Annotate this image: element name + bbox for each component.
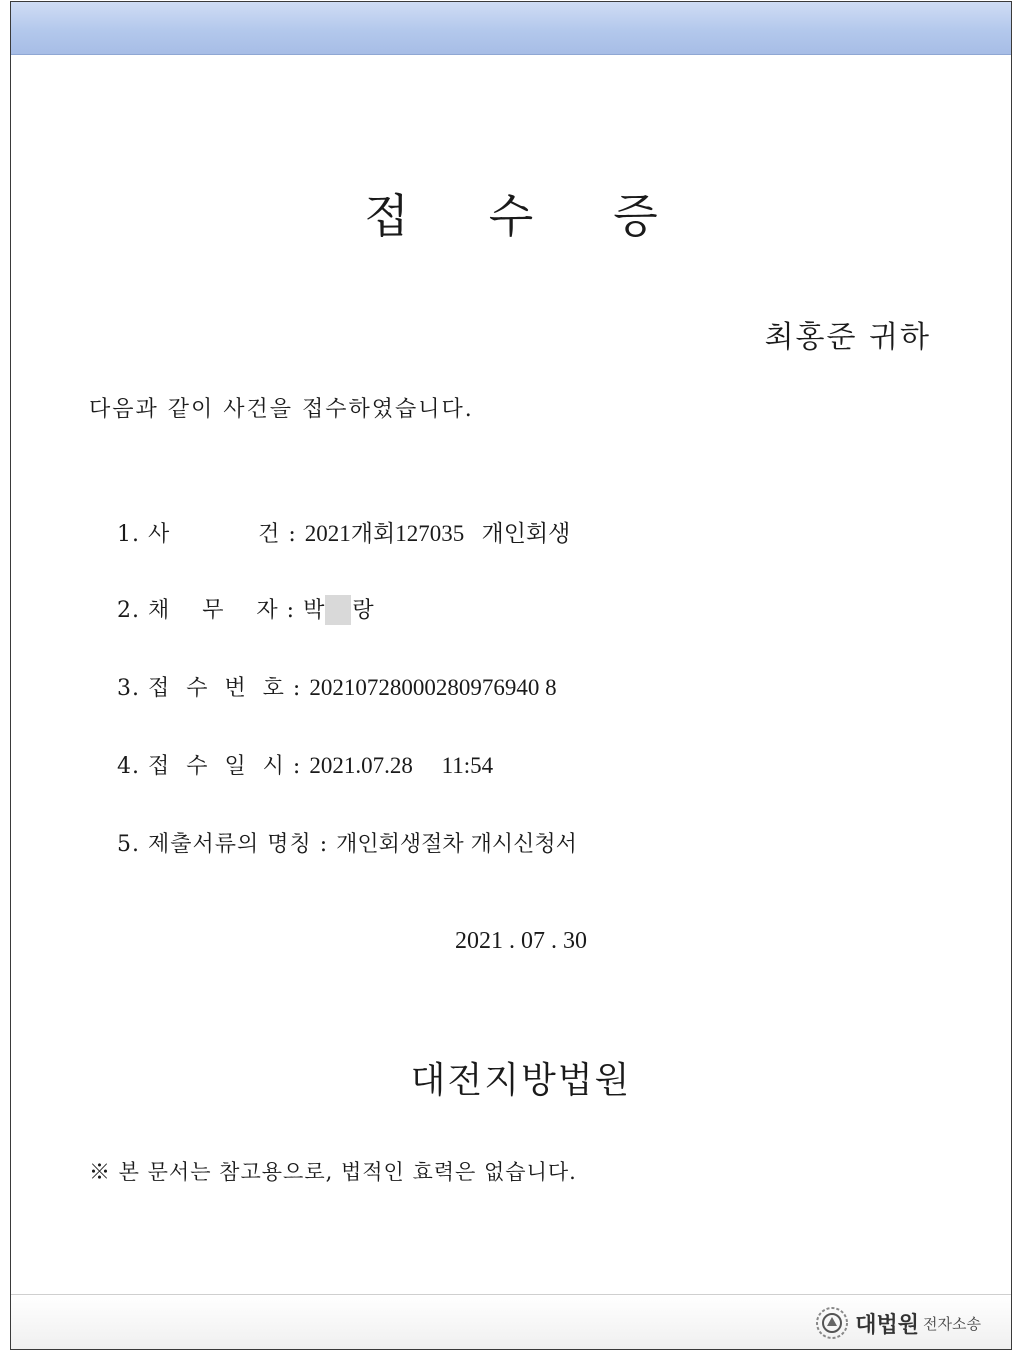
field-receipt-datetime (89, 724, 493, 805)
logo-main-text: 대법원 (855, 1312, 920, 1338)
field-label: 4. 접 수 일 시 : (116, 754, 310, 779)
reference-notice: ※ 본 문서는 참고용으로, 법적인 효력은 없습니다. (89, 1160, 577, 1184)
field-label: 5. 제출서류의 명칭 : (116, 832, 337, 857)
document-frame (10, 1, 1012, 1350)
court-emblem-icon (815, 1306, 849, 1340)
title-char-2: 수 (488, 189, 534, 243)
field-case (89, 490, 570, 573)
field-value: 20210728000280976940 8 (309, 675, 557, 700)
court-name: 대전지방법원 (410, 1060, 632, 1101)
issue-date: 2021 . 07 . 30 (455, 928, 587, 954)
debtor-name-suffix: 랑 (352, 598, 374, 623)
recipient-name: 최홍준 귀하 (764, 320, 931, 355)
document-title (11, 180, 1011, 246)
title-char-1: 접 (364, 189, 409, 243)
field-value: 개인회생절차 개시신청서 (336, 832, 577, 857)
logo-sub-text: 전자소송 (923, 1314, 981, 1333)
court-logo (815, 1305, 981, 1341)
footer-bar (11, 1294, 1011, 1349)
intro-text: 다음과 같이 사건을 접수하였습니다. (89, 397, 474, 422)
field-value: 2021개회127035 개인회생 (304, 521, 571, 546)
field-document-name (89, 802, 577, 883)
title-char-3: 증 (613, 189, 658, 243)
field-value: 2021.07.28 11:54 (309, 753, 494, 778)
field-label: 1. 사 건 : (116, 522, 305, 547)
debtor-name-prefix: 박 (303, 598, 325, 623)
field-label: 3. 접 수 번 호 : (116, 676, 310, 701)
field-label: 2. 채 무 자 : (116, 598, 304, 623)
redaction-block (325, 595, 351, 625)
field-debtor (89, 568, 374, 650)
window-header-bar (11, 2, 1011, 55)
field-receipt-number (89, 646, 557, 727)
